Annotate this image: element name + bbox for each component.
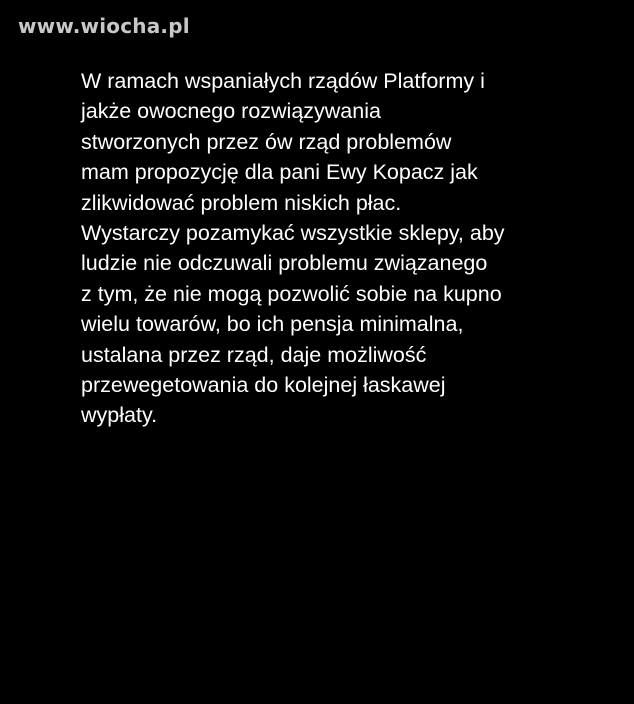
message-line: przewegetowania do kolejnej łaskawej xyxy=(81,373,446,398)
message-line: ludzie nie odczuwali problemu związanego xyxy=(81,251,488,276)
message-line: ustalana przez rząd, daje możliwość xyxy=(81,342,427,367)
site-watermark: www.wiocha.pl xyxy=(18,14,190,38)
message-line: Wystarczy pozamykać wszystkie sklepy, aby xyxy=(81,221,505,246)
message-line: wielu towarów, bo ich pensja minimalna, xyxy=(81,312,464,337)
message-line: jakże owocnego rozwiązywania xyxy=(81,99,381,124)
message-line: wypłaty. xyxy=(81,403,158,428)
message-line: W ramach wspaniałych rządów Platformy i xyxy=(81,69,485,93)
message-line: zlikwidować problem niskich płac. xyxy=(81,190,402,215)
message-line: mam propozycję dla pani Ewy Kopacz jak xyxy=(81,160,478,185)
message-text xyxy=(81,66,581,431)
message-line: z tym, że nie mogą pozwolić sobie na kupno xyxy=(81,281,502,306)
message-line: stworzonych przez ów rząd problemów xyxy=(81,129,452,154)
